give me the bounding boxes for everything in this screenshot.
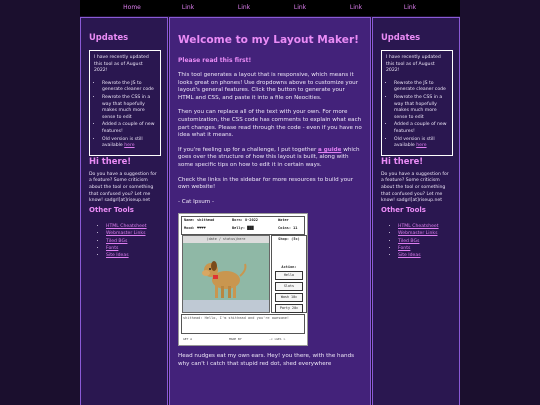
party-button: Party 20c: [275, 304, 303, 313]
pet-scene: [182, 235, 270, 313]
updates-item: • Added a couple of new features!: [394, 122, 448, 135]
paragraph-text: which goes over the structure of how this layout is built, along with some specific tips on how to edit it in certain ways.: [178, 146, 360, 168]
slots-button: Slots: [275, 282, 303, 291]
nav-link-3[interactable]: Link: [293, 4, 307, 11]
tool-link-webmaster-links[interactable]: Webmaster Links: [398, 231, 438, 237]
old-version-link[interactable]: here: [124, 143, 135, 149]
tool-item: [398, 223, 451, 230]
intro-paragraph-1: This tool generates a layout that is responsive, which means it looks great on phones! Use dropdowns above to customize your layout's general features. Click the button to generate your HTML and CSS, and paste it into a file on Neocities.: [178, 72, 359, 101]
guide-link[interactable]: a guide: [318, 146, 342, 153]
hi-there-text: Do you have a suggestion for a feature? Some criticism about the tool or something that confused you? Let me know! sadgrl[at]riseup.net: [381, 171, 449, 204]
updates-title: Updates: [89, 32, 129, 42]
tool-item: [398, 238, 451, 245]
updates-title: Updates: [381, 32, 421, 42]
shop-items: [272, 242, 306, 264]
nav-link-4[interactable]: Link: [349, 4, 363, 11]
hello-button: Hello: [275, 271, 303, 280]
cat-ipsum-heading: - Cat Ipsum -: [178, 198, 215, 205]
pet-mood: Mood: ♥♥♥♥: [184, 226, 206, 231]
action-title: Action:: [281, 264, 297, 269]
top-nav: [80, 0, 460, 16]
updates-intro: I have recently updated this tool as of August 2022!: [386, 55, 441, 74]
tool-link-tiled-bgs[interactable]: Tiled BGs: [398, 238, 420, 244]
intro-paragraph-3: [178, 147, 362, 170]
virtual-pet-image: [178, 213, 308, 346]
nav-link-2[interactable]: Link: [237, 4, 251, 11]
updates-item-text: Old version is still available: [102, 136, 143, 149]
pet-name: Name: shithead: [184, 218, 215, 223]
tool-link-fonts[interactable]: Fonts: [398, 245, 411, 251]
updates-list: [94, 81, 156, 150]
updates-item: • Added a couple of new features!: [102, 122, 156, 135]
tool-link-fonts[interactable]: Fonts: [106, 245, 119, 251]
dog-icon: [183, 236, 269, 312]
pet-water: Water: [278, 218, 289, 223]
updates-intro: I have recently updated this tool as of August 2022!: [94, 55, 149, 74]
updates-box: [89, 50, 161, 156]
pet-scene-header: (date / status)here: [183, 236, 269, 243]
hi-there-text: Do you have a suggestion for a feature? Some criticism about the tool or something that confused you? Let me know! sadgrl[at]riseup.net: [89, 171, 157, 204]
updates-item: • Rewrote the JS to generate cleaner code: [394, 81, 448, 94]
main-content: [169, 17, 371, 405]
tool-link-tiled-bgs[interactable]: Tiled BGs: [106, 238, 128, 244]
tool-item: [106, 230, 159, 237]
intro-paragraph-4: Check the links in the sidebar for more resources to build your own website!: [178, 176, 354, 191]
updates-item: • Rewrote the JS to generate cleaner code: [102, 81, 156, 94]
cat-ipsum-paragraph: Head nudges eat my own ears. Hey! you there, with the hands why can't i catch that stupid red dot, shed everywhere: [178, 353, 355, 367]
other-tools-title: Other Tools: [381, 205, 426, 214]
right-sidebar: [372, 17, 460, 405]
pet-chat-box: shithead: Hello, I'm shithead and you're awesome!: [181, 314, 305, 334]
updates-item: [102, 137, 156, 150]
other-tools-list: [381, 223, 451, 260]
tool-link-webmaster-links[interactable]: Webmaster Links: [106, 231, 146, 237]
nav-link-5[interactable]: Link: [403, 4, 417, 11]
page-title: Welcome to my Layout Maker!: [178, 34, 359, 46]
footer-mid: MADE BY: [229, 337, 242, 342]
updates-item-text: Old version is still available: [394, 136, 435, 149]
nav-link-home[interactable]: Home: [123, 4, 141, 11]
intro-paragraph-2: Then you can replace all of the text with your own. For more customization, the CSS code has comments to explain what each part changes. Please read through the code - even if you have no idea what it means.: [178, 109, 362, 139]
tool-link-site-ideas[interactable]: Site Ideas: [398, 253, 421, 259]
footer-right: -< >GE1 >: [269, 337, 286, 342]
old-version-link[interactable]: here: [416, 143, 427, 149]
pet-status-bar: [181, 216, 305, 235]
footer-left: GET A: [183, 337, 193, 342]
pet-belly: Belly: ███: [232, 226, 254, 231]
pet-born: Born: 8-2022: [232, 218, 258, 223]
wash-button: Wash 10c: [275, 293, 303, 302]
tool-item: [106, 252, 159, 259]
tool-link-site-ideas[interactable]: Site Ideas: [106, 253, 129, 259]
other-tools-list: [89, 223, 159, 260]
left-sidebar: [80, 17, 168, 405]
pet-footer: [181, 337, 305, 344]
other-tools-title: Other Tools: [89, 205, 134, 214]
page-subtitle: Please read this first!: [178, 57, 252, 64]
updates-box: [381, 50, 453, 156]
pet-coins: Coins: 11: [278, 226, 298, 231]
updates-item: • Rewrote the CSS in a way that hopefully makes much more sense to edit: [102, 95, 156, 121]
tool-item: [106, 245, 159, 252]
updates-list: [386, 81, 448, 150]
tool-item: [106, 223, 159, 230]
tool-item: [398, 245, 451, 252]
pet-shop-panel: [271, 235, 307, 313]
tool-link-html-cheatsheet[interactable]: HTML Cheatsheet: [106, 223, 147, 229]
updates-item: [394, 137, 448, 150]
nav-link-1[interactable]: Link: [181, 4, 195, 11]
tool-item: [398, 230, 451, 237]
tool-item: [398, 252, 451, 259]
tool-item: [106, 238, 159, 245]
hi-there-title: Hi there!: [381, 155, 424, 166]
shop-title: Shop: (5c): [278, 237, 300, 242]
paragraph-text: If you're feeling up for a challenge, I put together: [178, 146, 319, 153]
hi-there-title: Hi there!: [89, 155, 132, 166]
updates-item: • Rewrote the CSS in a way that hopefully makes much more sense to edit: [394, 95, 448, 121]
tool-link-html-cheatsheet[interactable]: HTML Cheatsheet: [398, 223, 439, 229]
